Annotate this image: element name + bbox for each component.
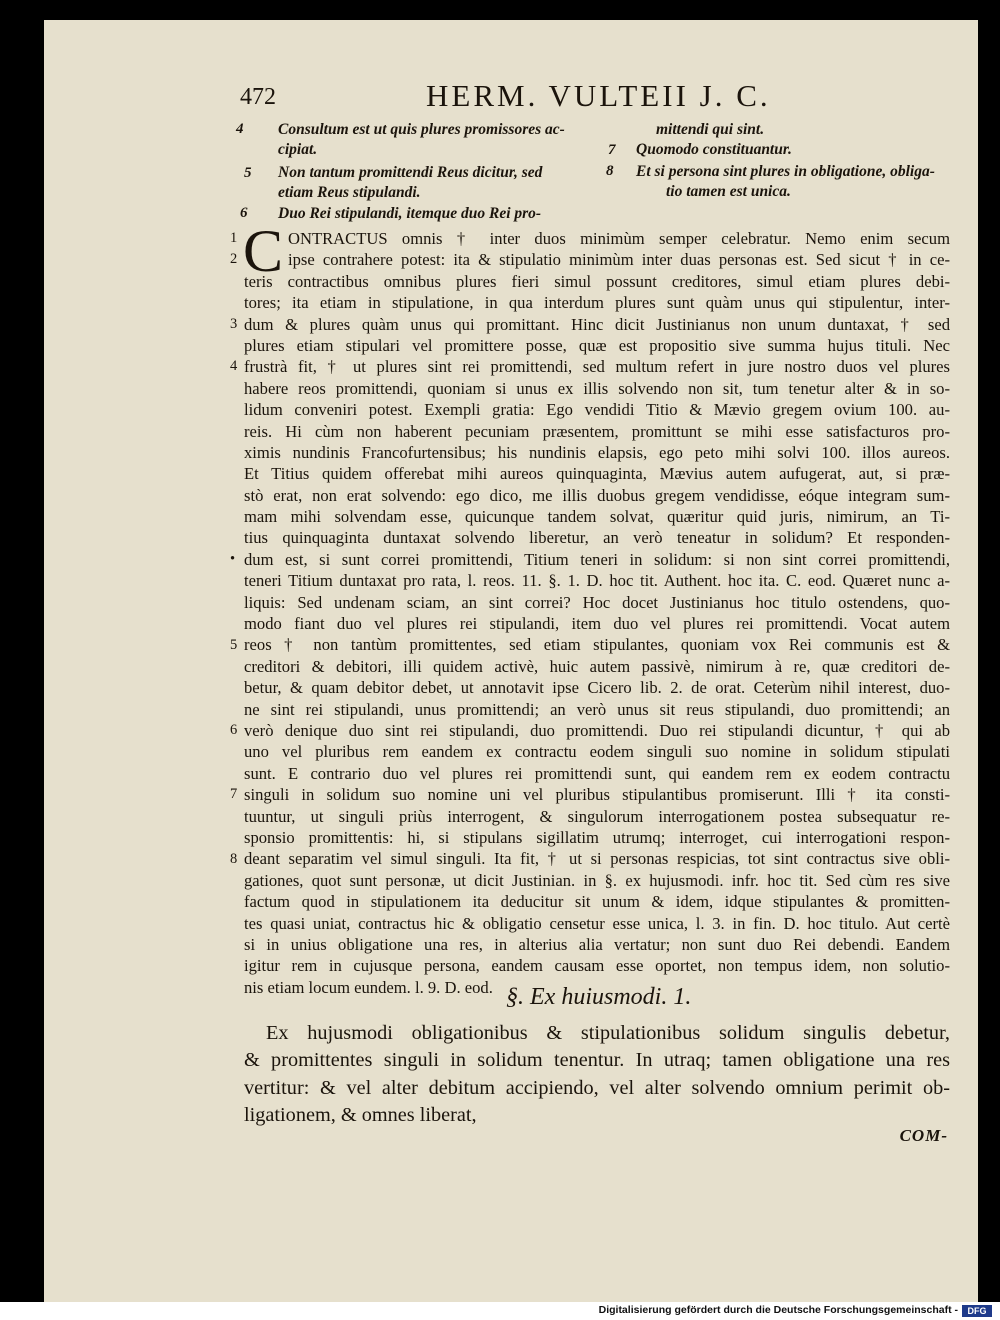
section-line: ligationem, & omnes liberat, — [244, 1103, 477, 1126]
page-number: 472 — [240, 84, 276, 110]
summary-item: tio tamen est unica. — [666, 183, 791, 200]
summary-item: Consultum est ut quis plures promissores ac- — [278, 121, 565, 138]
drop-cap: C — [243, 218, 284, 284]
summary-item: Duo Rei stipulandi, itemque duo Rei pro- — [278, 205, 542, 222]
margin-number: • — [230, 551, 236, 567]
body-line: tores; ita etiam in stipulatione, in qua interdum plures sunt quàm unus qui stipulentur, inter- — [244, 293, 950, 313]
body-line: ONTRACTUS omnis † inter duos minimùm semper celebratur. Nemo enim secum — [288, 229, 950, 248]
section-line: vertitur: & vel alter debitum accipiendo, vel alter solvendo omnium perimit ob- — [244, 1076, 950, 1099]
body-line: nis etiam locum eundem. l. 9. D. eod. — [244, 977, 493, 997]
margin-number: 8 — [230, 850, 238, 867]
summary-number: 5 — [244, 165, 252, 181]
body-line: betur, & quam debitor debet, ut annotavit ipse Cicero lib. 2. de orat. Ceterùm nihil interest, duo- — [244, 678, 950, 698]
body-line: plures etiam stipulari vel promittere posse, quæ est propositio sive summa hujus tituli. Nec — [244, 335, 950, 355]
body-line: igitur rem in cujusque persona, eandem causam esse oportet, non tempus idem, non solutio- — [244, 956, 950, 976]
summary-number: 7 — [608, 142, 616, 158]
body-line: liquis: Sed undenam sciam, an sint correi? Hoc docet Justinianus hoc titulo ostendens, quo- — [244, 592, 950, 612]
body-line: creditori & debitori, illi quidem activè, huic autem passivè, nimirum à re, quæ creditori de- — [244, 656, 950, 676]
body-line: uno vel pluribus rem eandem ex contractu eodem singuli suo nomine in solidum stipulati — [244, 742, 950, 762]
footer-bar — [0, 1302, 1000, 1320]
body-line: tuuntur, ut singuli priùs interrogent, & singulorum interrogationem postea subsequatur re- — [244, 806, 950, 826]
body-line: sponsio promittentis: hi, si stipulans sigillatim utrumq; interroget, cui interrogationi respon- — [244, 827, 950, 847]
body-line: verò denique duo sint rei stipulandi, duo promittendi. Duo rei stipulandi dicuntur, † qui ab — [244, 720, 950, 740]
body-line: stò erat, non erat solvendo: ego dico, me illis duobus gregem vendidisse, eóque integram sum- — [244, 485, 950, 505]
body-line: habere reos promittendi, quoniam si unus ex illis solvendo non sit, tum tenetur alter & in so- — [244, 378, 950, 398]
summary-item: Quomodo constituantur. — [636, 141, 792, 158]
section-paragraph — [244, 1020, 950, 1129]
dfg-logo-icon: DFG — [962, 1305, 992, 1317]
body-line: frustrà fit, † ut plures sint rei promittendi, sed multum refert in jure nostro duos vel plures — [244, 357, 950, 377]
margin-number: 7 — [230, 786, 238, 803]
body-line: gationes, quot sunt personæ, ut dicit Justinian. in §. ex hujusmodi. infr. hoc tit. Sed cùm res sive — [244, 870, 950, 890]
body-line: ipse contrahere potest: ita & stipulatio minimùm inter duas personas est. Sed sicut † in ce- — [288, 250, 950, 270]
margin-number: 2 — [230, 251, 238, 268]
book-page — [44, 20, 978, 1302]
body-line: modo fiant duo vel plures rei stipulandi, item duo vel plures rei promittendi. Vocat autem — [244, 614, 950, 634]
body-line: tius quinquaginta duntaxat solvendo liberetur, an verò teneatur in solidum? Et responden- — [244, 528, 950, 548]
footer-credit: Digitalisierung gefördert durch die Deutsche Forschungsgemeinschaft - — [598, 1304, 958, 1316]
body-line: lidum conveniri potest. Exempli gratia: Ego vendidi Titio & Mævio gregem ovium 100. au- — [244, 400, 950, 420]
summary-item: Et si persona sint plures in obligatione, obliga- — [636, 163, 935, 180]
body-line: factum quod in stipulationem ita deducitur sit unum & idem, idque stipulantes & promitten- — [244, 892, 950, 912]
body-line: sunt. E contrario duo vel plures rei promittendi sunt, qui eandem rem ex eodem contractu — [244, 763, 950, 783]
body-line: reos † non tantùm promittentes, sed etiam stipulantes, quoniam vox Rei communis est & — [244, 635, 950, 655]
section-heading: §. Ex huiusmodi. 1. — [506, 984, 692, 1010]
section-line: Ex hujusmodi obligationibus & stipulationibus solidum singulis debetur, — [266, 1022, 950, 1044]
margin-number: 3 — [230, 315, 238, 332]
body-line: mam mihi solvendam esse, quicunque tandem solvat, quæritur quid juris, nimirum, an Ti- — [244, 507, 950, 527]
body-line: ximis nundinis Francofurtensibus; his nundinis elapsis, ego peto mihi solvi 100. illos aureos. — [244, 442, 950, 462]
summary-item: etiam Reus stipulandi. — [278, 184, 421, 201]
summary-item: cipiat. — [278, 141, 318, 158]
body-line: ne sint rei stipulandi, unus promittendi; an verò unus sit reus stipulandi, duo promittendi; an — [244, 699, 950, 719]
body-line: dum & plures quàm unus qui promittant. Hinc dicit Justinianus non unum duntaxat, † sed — [244, 314, 950, 334]
body-line: si in unius obligatione una res, in alterius alia vertatur; non sunt duo Rei debendi. Eandem — [244, 934, 950, 954]
body-line: singuli in solidum suo nomine uni vel pluribus stipulantibus promiserunt. Illi † ita consti- — [244, 785, 950, 805]
section-line: & promittentes singuli in solidum tenentur. In utraq; tamen obligatione una res — [244, 1049, 950, 1072]
body-line: tes quasi uniat, contractus hic & obligatio censetur esse unica, l. 3. in fin. D. hoc titulo. Aut certè — [244, 913, 950, 933]
summary-number: 8 — [606, 163, 614, 179]
body-line: teneri Titium duntaxat pro rata, l. reos. 11. §. 1. D. hoc tit. Authent. hoc ita. C. eod. Quæret nunc a- — [244, 571, 950, 591]
margin-number: 1 — [230, 230, 238, 246]
running-title: HERM. VULTEII J. C. — [426, 78, 771, 113]
summary-item: mittendi qui sint. — [656, 121, 765, 138]
margin-number: 4 — [230, 358, 238, 375]
body-line: reis. Hi cùm non haberent pecuniam præsentem, promittunt se mihi esse satisfacturos pro- — [244, 421, 950, 441]
catchword: COM- — [899, 1126, 948, 1145]
body-text — [244, 228, 950, 998]
body-line: teris contractibus omnibus plures fieri simul possunt creditores, simul etiam plures debi- — [244, 271, 950, 291]
summary-item: Non tantum promittendi Reus dicitur, sed — [278, 164, 543, 181]
body-line: deant separatim vel simul singuli. Ita fit, † ut si personas respicias, tot sint contractus sive obli- — [244, 849, 950, 869]
summary-number: 4 — [236, 121, 244, 137]
margin-number: 5 — [230, 636, 238, 653]
margin-number: 6 — [230, 722, 238, 739]
body-line: dum est, si sunt correi promittendi, Titium teneri in solidum: si non sint correi promittendi, — [244, 549, 950, 569]
body-line: Et Titius quidem offerebat mihi aureos quinquaginta, Mævius autem aufugerat, aut, si præ- — [244, 464, 950, 484]
summary-number: 6 — [240, 205, 248, 221]
